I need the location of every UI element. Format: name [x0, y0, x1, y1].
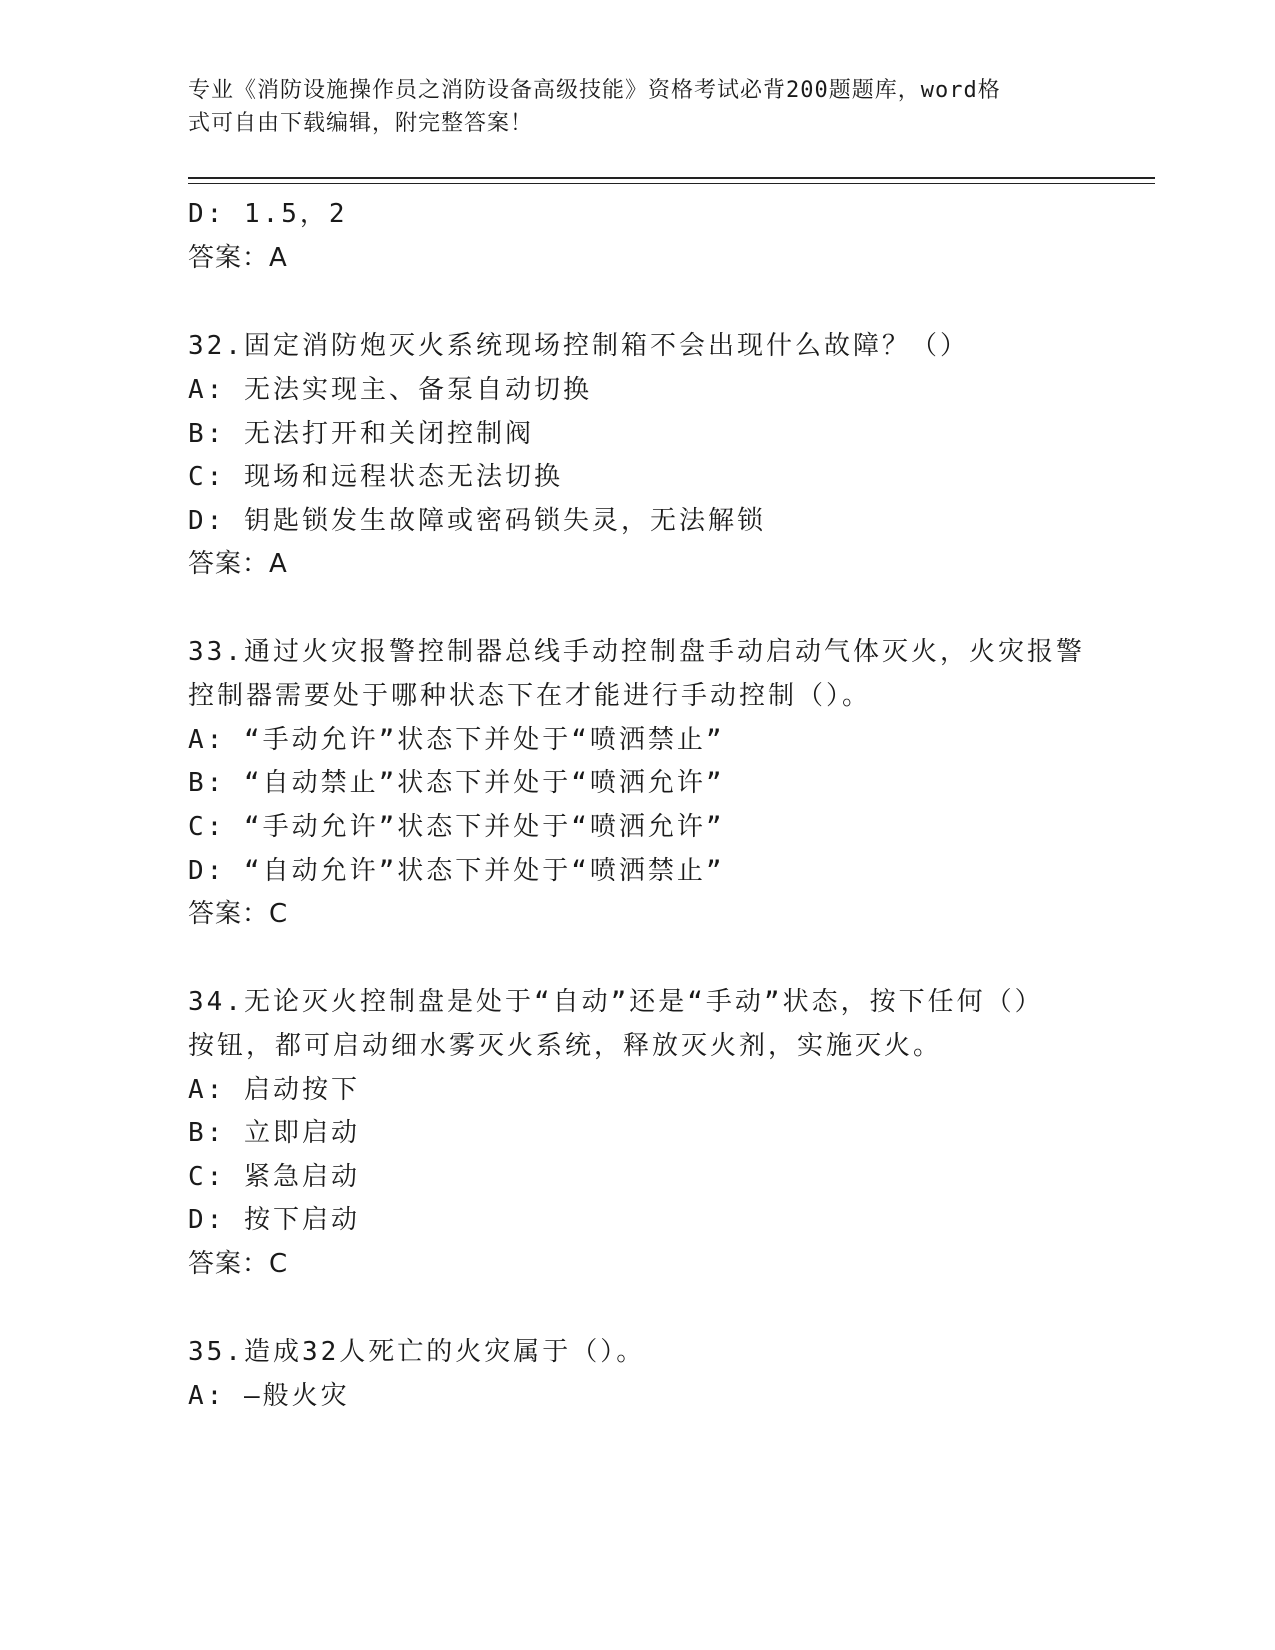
- q35-stem: 35.造成32人死亡的火灾属于（）。: [188, 1337, 646, 1367]
- q34-stem-line-2: 按钮，都可启动细水雾灭火系统，释放灭火剂，实施灭火。: [188, 1031, 943, 1061]
- q33-option-b: B: “自动禁止”状态下并处于“喷洒允许”: [188, 768, 725, 798]
- q32-option-d: D: 钥匙锁发生故障或密码锁失灵，无法解锁: [188, 506, 766, 536]
- q34-option-d: D: 按下启动: [188, 1205, 360, 1235]
- q34-option-c: C: 紧急启动: [188, 1162, 360, 1192]
- q32-stem: 32.固定消防炮灭火系统现场控制箱不会出现什么故障？（）: [188, 331, 969, 361]
- header-line-1: 专业《消防设施操作员之消防设备高级技能》资格考试必背200题题库，word格: [188, 78, 1001, 103]
- q32-option-b: B: 无法打开和关闭控制阀: [188, 419, 534, 449]
- q32-option-c: C: 现场和远程状态无法切换: [188, 462, 563, 492]
- q32-option-a: A: 无法实现主、备泵自动切换: [188, 375, 592, 405]
- q33-option-d: D: “自动允许”状态下并处于“喷洒禁止”: [188, 856, 725, 886]
- q33-option-c: C: “手动允许”状态下并处于“喷洒允许”: [188, 812, 725, 842]
- header-divider-thin: [188, 183, 1155, 184]
- q33-stem-line-2: 控制器需要处于哪种状态下在才能进行手动控制（）。: [188, 681, 872, 711]
- prev-option-d: D: 1.5，2: [188, 199, 348, 229]
- document-header: [188, 74, 1068, 140]
- header-line-2: 式可自由下载编辑，附完整答案！: [188, 111, 534, 136]
- q34-stem-line-1: 34.无论灭火控制盘是处于“自动”还是“手动”状态，按下任何（）: [188, 987, 1044, 1017]
- q33-stem-line-1: 33.通过火灾报警控制器总线手动控制盘手动启动气体灭火，火灾报警: [188, 637, 1085, 667]
- q35-option-a: A: —般火灾: [188, 1381, 350, 1411]
- q34-option-a: A: 启动按下: [188, 1075, 360, 1105]
- q34-option-b: B: 立即启动: [188, 1118, 360, 1148]
- q33-option-a: A: “手动允许”状态下并处于“喷洒禁止”: [188, 725, 725, 755]
- q34-answer: 答案：C: [188, 1249, 289, 1279]
- q33-answer: 答案：C: [188, 899, 289, 929]
- header-divider-thick: [188, 177, 1155, 179]
- prev-answer: 答案：A: [188, 243, 288, 273]
- q32-answer: 答案：A: [188, 549, 288, 579]
